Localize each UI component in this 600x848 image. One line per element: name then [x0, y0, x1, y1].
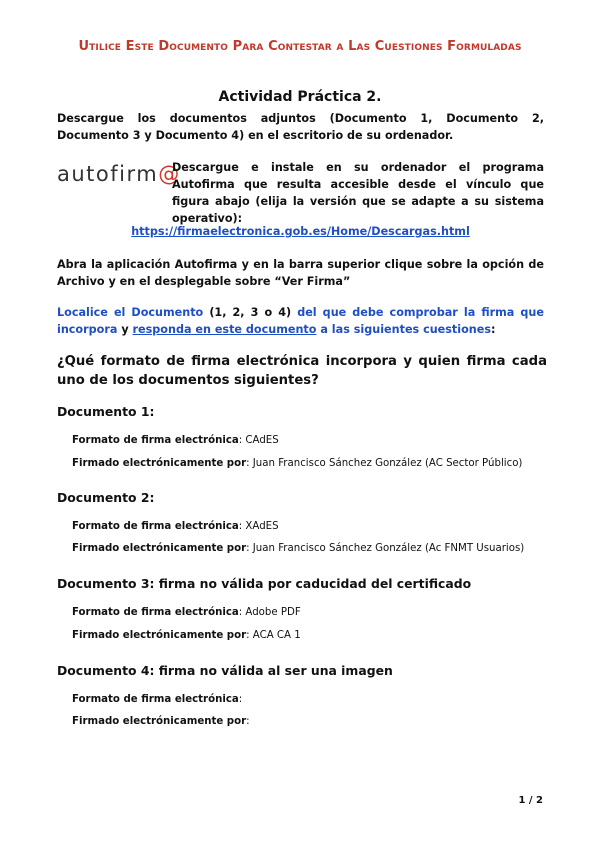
format-label: Formato de firma electrónica [72, 521, 239, 532]
instruction-part3: del que debe comprobar la firma que incorpora [57, 306, 544, 336]
logo-at-icon: @ [158, 162, 181, 186]
document-2-format [72, 521, 279, 532]
format-label: Formato de firma electrónica [72, 435, 239, 446]
document-3-signer [72, 630, 301, 641]
signed-value: : [246, 716, 250, 727]
signed-label: Firmado electrónicamente por [72, 458, 247, 469]
signed-value: : Juan Francisco Sánchez González (Ac FNMT Usuarios) [246, 543, 525, 554]
document-3-format [72, 607, 301, 618]
header-banner: Utilice Este Documento Para Contestar a Las Cuestiones Formuladas [78, 39, 522, 54]
document-4-heading: Documento 4: firma no válida al ser una imagen [57, 663, 393, 678]
respond-link[interactable]: responda en este documento [132, 323, 317, 336]
signed-label: Firmado electrónicamente por [72, 716, 247, 727]
format-value: : Adobe PDF [238, 607, 301, 618]
autofirma-download-link[interactable]: https://firmaelectronica.gob.es/Home/Descargas.html [131, 225, 470, 238]
document-4-signer [72, 716, 250, 727]
page-title: Actividad Práctica 2. [218, 89, 382, 105]
signed-label: Firmado electrónicamente por [72, 630, 247, 641]
format-value: : XAdES [238, 521, 279, 532]
install-instructions: Descargue e instale en su ordenador el programa Autofirma que resulta accesible desde el vínculo que figura abajo (elija la versión que se adapte a su sistema operativo): [172, 161, 544, 225]
logo-text-start: autofirm [57, 162, 159, 186]
page-number: 1 / 2 [518, 795, 543, 806]
autofirma-logo [57, 162, 181, 192]
instruction-part6: a las siguientes cuestiones [320, 323, 492, 336]
format-label: Formato de firma electrónica [72, 694, 239, 705]
document-3-heading: Documento 3: firma no válida por caducidad del certificado [57, 576, 472, 591]
instruction-part7: : [491, 323, 496, 336]
instruction-part4: y [121, 323, 129, 336]
format-value: : [238, 694, 243, 705]
instruction-part2: (1, 2, 3 o 4) [209, 306, 292, 319]
instruction-part1: Localice el Documento [57, 306, 204, 319]
question-text: ¿Qué formato de firma electrónica incorpora y quien firma cada uno de los documentos siguientes? [57, 354, 547, 388]
document-2-heading: Documento 2: [57, 490, 155, 505]
open-app-instructions: Abra la aplicación Autofirma y en la barra superior clique sobre la opción de Archivo y en el desplegable sobre “Ver Firma” [57, 258, 544, 288]
signed-value: : Juan Francisco Sánchez González (AC Sector Público) [246, 458, 523, 469]
locate-instructions [57, 304, 544, 338]
format-label: Formato de firma electrónica [72, 607, 239, 618]
download-instructions: Descargue los documentos adjuntos (Documento 1, Documento 2, Documento 3 y Documento 4) en el escritorio de su ordenador. [57, 112, 544, 142]
document-2-signer [72, 543, 524, 554]
signed-value: : ACA CA 1 [246, 630, 301, 641]
signed-label: Firmado electrónicamente por [72, 543, 247, 554]
document-4-format [72, 694, 242, 705]
document-1-format [72, 435, 279, 446]
document-1-signer [72, 458, 522, 469]
format-value: : CAdES [238, 435, 279, 446]
document-1-heading: Documento 1: [57, 404, 155, 419]
